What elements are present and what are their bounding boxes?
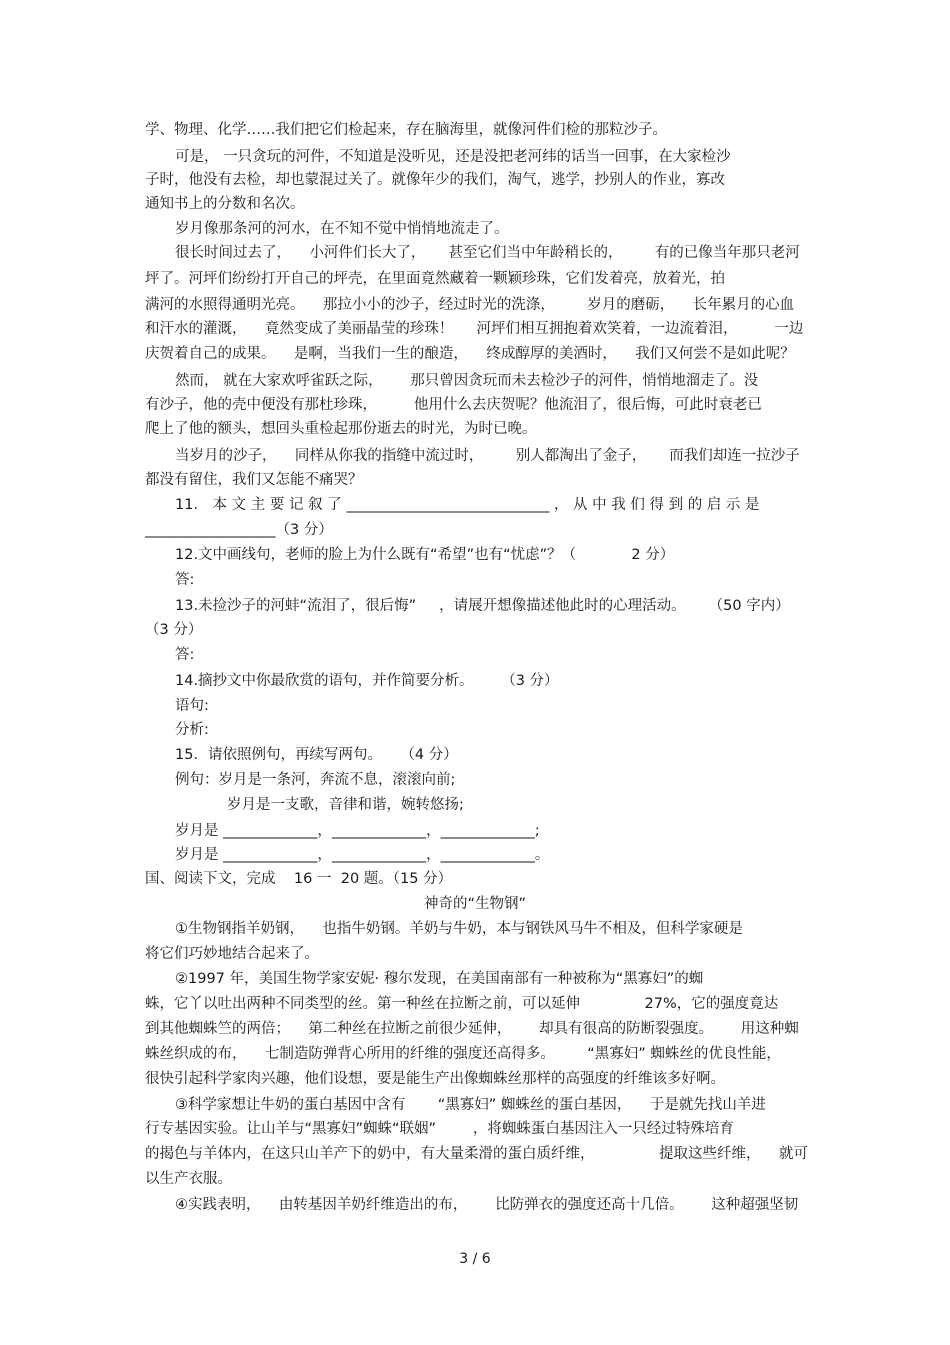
sentence-label: 语句: xyxy=(175,698,209,714)
text-line: 很快引起科学家肉兴趣，他们设想，要是能生产出像蜘蛛丝那样的高强度的纤维该多好啊。 xyxy=(145,1071,725,1087)
question-14: 14.摘抄文中你最欣赏的语句，并作简要分析。 （3 分） xyxy=(175,673,559,689)
text-line: 很长时间过去了， 小河件们长大了， 甚至它们当中年龄稍长的， 有的已像当年那只老河 xyxy=(175,245,800,261)
text-line: 蛛，它丫以吐出两种不同类型的丝。第一种丝在拉断之前，可以延伸 27%，它的强度竟达 xyxy=(145,996,779,1012)
text-line: 学、物理、化学……我们把它们检起来，存在脑海里，就像河件们检的那粒沙子。 xyxy=(145,122,667,138)
fill-in-line: 岁月是 _____________，_____________，_____________。 xyxy=(175,847,550,863)
text-line: ①生物钢指羊奶钢， 也指牛奶钢。羊奶与牛奶，本与钢铁风马牛不相及，但科学家硬是 xyxy=(175,921,743,937)
question-15: 15．请依照例句，再续写两句。 （4 分） xyxy=(175,747,458,763)
question-11: 11． 本 文 主 要 记 叙 了 ____________________________ ， 从 中 我 们 得 到 的 启 示 是 xyxy=(175,497,760,513)
answer-label: 答: xyxy=(175,572,195,588)
text-line: 岁月像那条河的河水，在不知不觉中悄悄地流走了。 xyxy=(175,221,509,237)
text-line: 行专基因实验。让山羊与“黑寡妇”蜘蛛“联姻” ，将蜘蛛蛋白基因注入一只经过特殊培育 xyxy=(145,1121,734,1137)
text-line: 爬上了他的额头，想回头重检起那份逝去的时光，为时已晚。 xyxy=(145,421,537,437)
text-line: 可是， 一只贪玩的河件，不知道是没听见，还是没把老河纬的话当一回事，在大家检沙 xyxy=(175,149,731,165)
question-13: 13.未捡沙子的河蚌“流泪了，很后悔” ，请展开想像描述他此时的心理活动。 （50 字内） xyxy=(175,598,790,614)
fill-in-line: 岁月是 _____________，_____________，_____________; xyxy=(175,823,540,839)
text-line: 以生产衣服。 xyxy=(145,1171,232,1187)
text-line: 将它们巧妙地结合起来了。 xyxy=(145,946,319,962)
text-line: 当岁月的沙子， 同样从你我的指缝中流过时， 别人都淘出了金子， 而我们却连一拉沙子 xyxy=(175,448,800,464)
text-line: 有沙子，他的壳中便没有那杜珍珠， 他用什么去庆贺呢？他流泪了，很后悔，可此时衰老已 xyxy=(145,397,762,413)
question-13-score: （3 分） xyxy=(145,622,203,638)
answer-label: 答: xyxy=(175,647,195,663)
text-line: 满河的水照得通明光亮。 那拉小小的沙子，经过时光的洗涤， 岁月的磨砺， 长年累月的心血 xyxy=(145,297,795,313)
example-line: 岁月是一支歌，音律和谐，婉转悠扬; xyxy=(227,797,464,813)
section-heading: 国、阅读下文，完成 16 一 20 题。（15 分） xyxy=(145,871,453,887)
text-line: 和汗水的灌溉， 竟然变成了美丽晶莹的珍珠！ 河坪们相互拥抱着欢笑着，一边流着泪， 一边 xyxy=(145,321,804,337)
question-12: 12.文中画线句，老师的脸上为什么既有“希望”也有“忧虑”？（ 2 分） xyxy=(175,547,675,563)
text-line: ②1997 年，美国生物学家安妮· 穆尔发现，在美国南部有一种被称为“黑寡妇”的蜘 xyxy=(175,971,704,987)
text-line: 子时，他没有去检，却也蒙混过关了。就像年少的我们，淘气，逃学，抄别人的作业，寡改 xyxy=(145,172,725,188)
text-line: ③科学家想让牛奶的蛋白基因中含有 “黑寡妇” 蜘蛛丝的蛋白基因， 于是就先找山羊进 xyxy=(175,1097,766,1113)
text-line: 坪了。河坪们纷纷打开自己的坪壳，在里面竟然藏着一颗颖珍珠，它们发着亮，放着光，拍 xyxy=(145,271,725,287)
page-number: 3 / 6 xyxy=(459,1251,491,1267)
text-line: 到其他蜘蛛竺的两倍； 第二种丝在拉断之前很少延伸， 却具有很高的防断裂强度。 用这种蜘 xyxy=(145,1021,799,1037)
text-line: 的揭色与羊体内，在这只山羊产下的奶中，有大量柔滑的蛋白质纤维， 提取这些纤维， 就可 xyxy=(145,1146,808,1162)
analysis-label: 分析: xyxy=(175,722,209,738)
text-line: 蛛丝织成的布， 七制造防弹背心所用的纤维的强度还高得多。 “黑寡妇” 蜘蛛丝的优良性能， xyxy=(145,1046,781,1062)
article-title: 神奇的“生物钢” xyxy=(423,896,527,912)
text-line: 然而， 就在大家欢呼雀跃之际， 那只曾因贪玩而未去检沙子的河件，悄悄地溜走了。没 xyxy=(175,373,759,389)
text-line: 庆贺着自己的成果。 是啊，当我们一生的酿造， 终成醇厚的美酒时， 我们又何尝不是如此呢？ xyxy=(145,346,795,362)
text-line: ④实践表明， 由转基因羊奶纤维造出的布， 比防弹衣的强度还高十几倍。 这种超强坚韧 xyxy=(175,1197,799,1213)
example-line: 例句：岁月是一条河，奔流不息，滚滚向前; xyxy=(175,772,456,788)
question-11-score: __________________（3 分） xyxy=(145,522,333,538)
text-line: 通知书上的分数和名次。 xyxy=(145,196,305,212)
text-line: 都没有留住，我们又怎能不痛哭？ xyxy=(145,472,363,488)
